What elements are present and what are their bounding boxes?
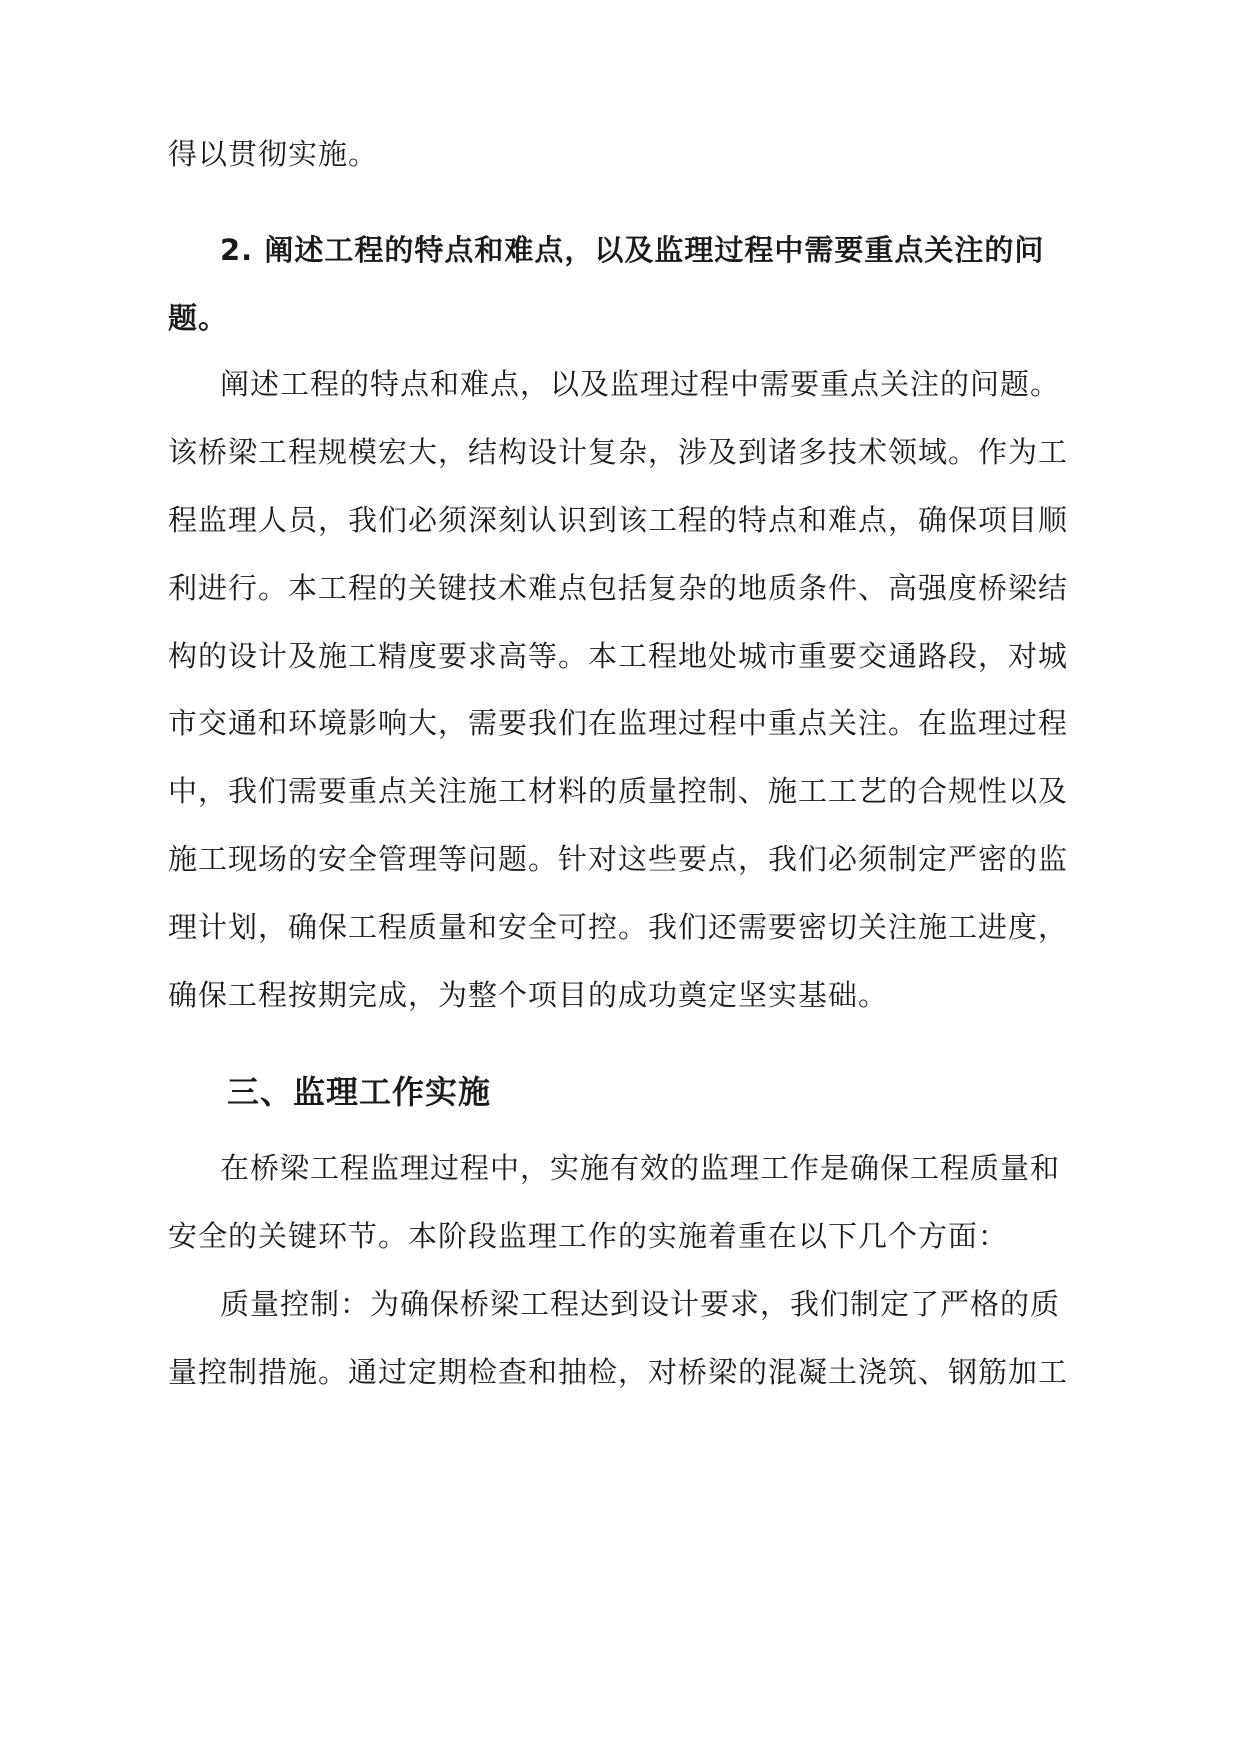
- paragraph-1-line: 利进行。本工程的关键技术难点包括复杂的地质条件、高强度桥梁结: [168, 571, 1069, 605]
- paragraph-1-line: 理计划，确保工程质量和安全可控。我们还需要密切关注施工进度，: [168, 910, 1069, 944]
- section-heading-line-1: [220, 232, 1044, 268]
- paragraph-1-line: 市交通和环境影响大，需要我们在监理过程中重点关注。在监理过程: [168, 706, 1069, 740]
- paragraph-1-line: 施工现场的安全管理等问题。针对这些要点，我们必须制定严密的监: [168, 842, 1069, 876]
- paragraph-1-line: 构的设计及施工精度要求高等。本工程地处城市重要交通路段，对城: [168, 639, 1069, 673]
- chapter-heading: 三、监理工作实施: [227, 1073, 492, 1111]
- paragraph-2-line: 在桥梁工程监理过程中，实施有效的监理工作是确保工程质量和: [220, 1151, 1061, 1185]
- paragraph-1-line: 中，我们需要重点关注施工材料的质量控制、施工工艺的合规性以及: [168, 774, 1069, 808]
- paragraph-1-line: 程监理人员，我们必须深刻认识到该工程的特点和难点，确保项目顺: [168, 503, 1069, 537]
- paragraph-1-line: 该桥梁工程规模宏大，结构设计复杂，涉及到诸多技术领域。作为工: [168, 435, 1069, 469]
- section-heading-text: 阐述工程的特点和难点，以及监理过程中需要重点关注的问: [264, 233, 1045, 267]
- paragraph-3-line: 质量控制：为确保桥梁工程达到设计要求，我们制定了严格的质: [220, 1287, 1061, 1321]
- paragraph-3-line: 量控制措施。通过定期检查和抽检，对桥梁的混凝土浇筑、钢筋加工: [168, 1355, 1069, 1389]
- paragraph-1-line: 阐述工程的特点和难点，以及监理过程中需要重点关注的问题。: [220, 367, 1061, 401]
- previous-paragraph-tail: 得以贯彻实施。: [168, 137, 379, 171]
- paragraph-2-line: 安全的关键环节。本阶段监理工作的实施着重在以下几个方面：: [168, 1219, 1009, 1253]
- section-heading-line-2: 题。: [168, 301, 229, 335]
- paragraph-1-line: 确保工程按期完成，为整个项目的成功奠定坚实基础。: [168, 978, 889, 1012]
- section-number: 2.: [220, 233, 254, 267]
